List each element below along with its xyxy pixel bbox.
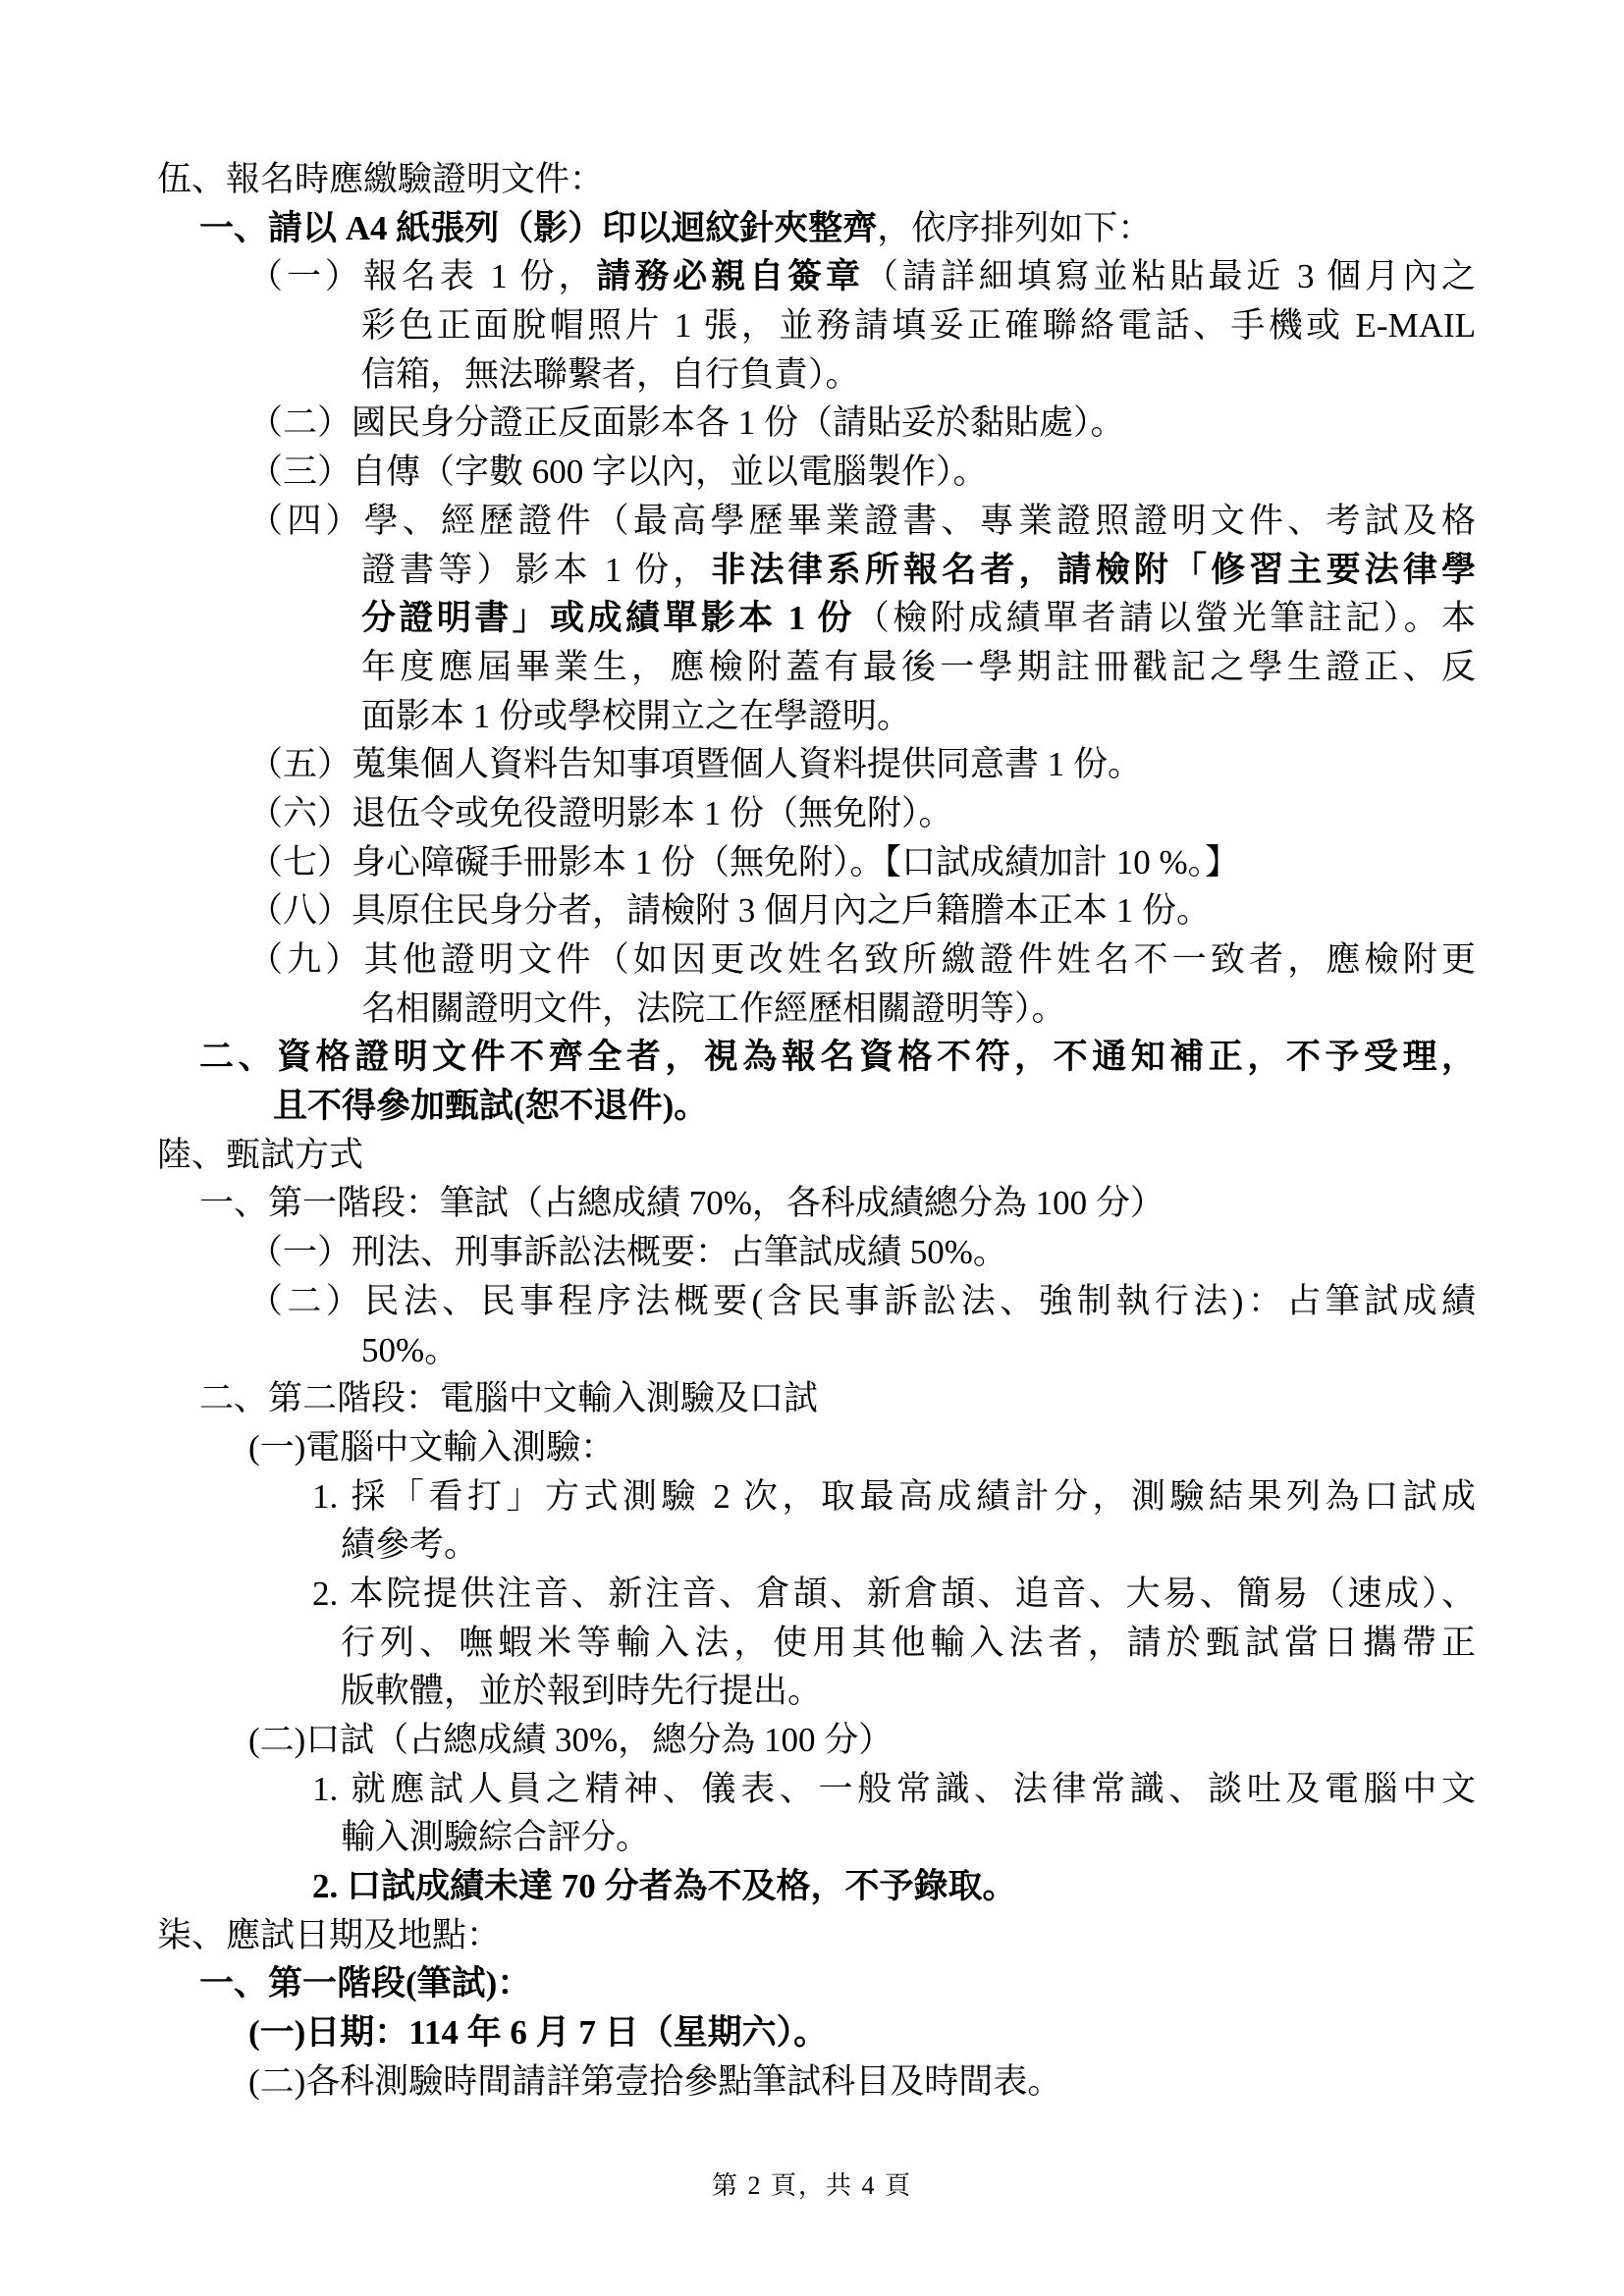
text-line — [199, 1179, 1624, 1228]
text-segment: 伍、報名時應繳驗證明文件： — [157, 160, 605, 198]
bold-text-segment: 非法律系所報名者，請檢附「修習主要法律學 — [711, 550, 1476, 589]
bold-text-segment: 分證明書」或成績單影本 1 份 — [361, 599, 855, 638]
text-line — [248, 2008, 1624, 2057]
text-line — [248, 1423, 1624, 1472]
text-segment: （四）學、經歷證件（最高學歷畢業證書、專業證照證明文件、考試及格 — [248, 501, 1476, 540]
text-line — [199, 1959, 1624, 2008]
bold-text-segment: 且不得參加甄試(恕不退件)。 — [273, 1087, 709, 1126]
bold-text-segment: 二、資格證明文件不齊全者，視為報名資格不符，不通知補正，不予受理， — [199, 1038, 1476, 1077]
text-segment: （二）民法、民事程序法概要(含民事訴訟法、強制執行法)：占筆試成績 — [248, 1281, 1476, 1320]
text-segment: 1. 採「看打」方式測驗 2 次，取最高成績計分，測驗結果列為口試成 — [312, 1476, 1476, 1516]
text-segment: （八）具原住民身分者，請檢附 3 個月內之戶籍謄本正本 1 份。 — [248, 891, 1212, 931]
text-line — [341, 1521, 1624, 1570]
text-line — [312, 1472, 1476, 1522]
bold-text-segment: 一、請以 A4 紙張列（影）印以迴紋針夾整齊 — [199, 208, 878, 247]
text-segment: 1. 就應試人員之精神、儀表、一般常識、法律常識、談吐及電腦中文 — [312, 1769, 1476, 1808]
text-line — [199, 1033, 1476, 1082]
text-segment: （一）報名表 1 份， — [248, 257, 597, 296]
text-segment: 績參考。 — [341, 1525, 479, 1565]
text-segment: 彩色正面脫帽照片 1 張，並務請填妥正確聯絡電話、手機或 E-MAIL — [361, 306, 1476, 346]
text-line — [248, 789, 1624, 838]
text-line — [157, 1911, 1624, 1960]
text-segment: (二)口試（占總成績 30%，總分為 100 分） — [248, 1721, 893, 1759]
text-line — [361, 301, 1476, 350]
text-line — [248, 2057, 1624, 2107]
text-segment: 輸入測驗綜合評分。 — [341, 1818, 651, 1857]
text-segment: ，依序排列如下： — [877, 208, 1153, 247]
text-line — [248, 740, 1624, 789]
text-segment: 行列、嘸蝦米等輸入法，使用其他輸入法者，請於甄試當日攜帶正 — [341, 1623, 1476, 1662]
text-segment: 面影本 1 份或學校開立之在學證明。 — [361, 696, 912, 735]
text-line — [248, 1716, 1624, 1765]
text-segment: （七）身心障礙手冊影本 1 份（無免附）。【口試成績加計 10 %。】 — [248, 842, 1240, 881]
text-segment: (一)電腦中文輸入測驗： — [248, 1427, 616, 1467]
text-segment: (二)各科測驗時間請詳第壹拾參點筆試科目及時間表。 — [248, 2061, 1062, 2101]
text-line — [361, 643, 1476, 692]
text-segment: （五）蒐集個人資料告知事項暨個人資料提供同意書 1 份。 — [248, 745, 1143, 784]
text-line — [312, 1765, 1476, 1814]
text-line — [248, 252, 1476, 301]
text-segment: 信箱，無法聯繫者，自行負責）。 — [361, 354, 860, 394]
page-footer: 第 2 頁，共 4 頁 — [711, 2171, 912, 2200]
text-line — [248, 399, 1624, 448]
text-line — [361, 594, 1476, 643]
text-segment: （二）國民身分證正反面影本各 1 份（請貼妥於黏貼處）。 — [248, 403, 1125, 443]
bold-text-segment: (一)日期：114 年 6 月 7 日（星期六）。 — [248, 2013, 829, 2053]
text-segment: 名相關證明文件，法院工作經歷相關證明等）。 — [361, 988, 1066, 1028]
text-line — [361, 546, 1476, 595]
text-segment: 柒、應試日期及地點： — [157, 1915, 502, 1954]
text-line — [157, 155, 1624, 204]
text-segment: （請詳細填寫並粘貼最近 3 個月內之 — [863, 257, 1476, 296]
text-segment: 年度應屆畢業生，應檢附蓋有最後一學期註冊戳記之學生證正、反 — [361, 647, 1476, 686]
text-line — [361, 350, 1624, 400]
text-segment: （檢附成績單者請以螢光筆註記）。本 — [854, 599, 1476, 638]
text-segment: 陸、甄試方式 — [157, 1135, 364, 1174]
text-line — [312, 1570, 1476, 1619]
text-line — [341, 1619, 1476, 1668]
text-segment: 50%。 — [361, 1330, 460, 1369]
text-line — [248, 935, 1476, 985]
text-segment: （六）退伍令或免役證明影本 1 份（無免附）。 — [248, 793, 953, 832]
text-line — [248, 838, 1624, 887]
text-segment: 二、第二階段：電腦中文輸入測驗及口試 — [199, 1379, 819, 1418]
text-line — [248, 1277, 1476, 1326]
text-line — [248, 497, 1476, 546]
text-segment: （一）刑法、刑事訴訟法概要：占筆試成績 50%。 — [248, 1233, 1007, 1272]
text-line — [312, 1862, 1624, 1911]
text-segment: （九）其他證明文件（如因更改姓名致所繳證件姓名不一致者，應檢附更 — [248, 940, 1476, 979]
text-line — [248, 1228, 1624, 1277]
text-segment: 版軟體，並於報到時先行提出。 — [341, 1672, 823, 1711]
text-line — [157, 1131, 1624, 1180]
text-line — [248, 886, 1624, 935]
text-line — [361, 985, 1624, 1034]
text-line — [341, 1667, 1624, 1716]
bold-text-segment: 2. 口試成績未達 70 分者為不及格，不予錄取。 — [312, 1867, 1017, 1906]
text-line — [341, 1813, 1624, 1862]
text-line — [361, 1326, 1624, 1375]
document-body — [0, 155, 1624, 2107]
text-segment: 一、第一階段：筆試（占總成績 70%，各科成績總分為 100 分） — [199, 1184, 1164, 1223]
text-line — [361, 692, 1624, 741]
bold-text-segment: 請務必親自簽章 — [596, 257, 864, 296]
text-line — [199, 204, 1624, 253]
bold-text-segment: 一、第一階段(筆試)： — [199, 1964, 532, 2003]
text-line — [248, 448, 1624, 497]
text-line — [199, 1374, 1624, 1423]
text-segment: （三）自傳（字數 600 字以內，並以電腦製作）。 — [248, 453, 988, 492]
text-segment: 2. 本院提供注音、新注音、倉頡、新倉頡、追音、大易、簡易（速成）、 — [312, 1574, 1476, 1613]
text-line — [273, 1082, 1624, 1131]
text-segment: 證書等）影本 1 份， — [361, 550, 712, 589]
